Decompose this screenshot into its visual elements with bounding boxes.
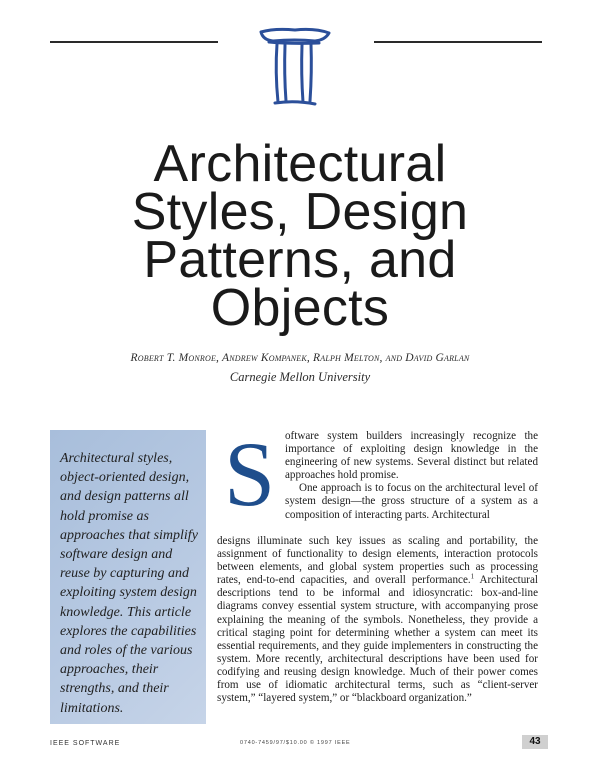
affiliation: Carnegie Mellon University	[229, 370, 371, 384]
greek-column-icon	[255, 24, 333, 108]
header-rule-left	[50, 41, 218, 43]
title-line-4: Objects	[210, 279, 390, 337]
journal-name: IEEE SOFTWARE	[50, 740, 121, 747]
title-line-1: Architectural	[153, 135, 447, 193]
page-number: 43	[522, 735, 548, 749]
body-column-bottom	[217, 535, 538, 705]
paragraph-1: oftware system builders increasingly recognize the importance of exploiting design knowledge in the engineering of new systems. Several distinct but related approaches hold promise.	[285, 430, 538, 482]
abstract-text: Architectural styles, object-oriented design, and design patterns all hold promise as approaches that simplify software design and reuse by capturing and exploiting system design knowledge. This article explores the capabilities and roles of the various approaches, their strengths, and their limitations.	[60, 451, 198, 716]
body-column-top	[285, 430, 538, 522]
paragraph-2-continued	[217, 535, 538, 705]
paragraph-2-start: One approach is to focus on the architectural level of system design—the gross structure of a system as a composition of interacting parts. Architectural	[285, 482, 538, 521]
drop-cap: S	[224, 423, 276, 525]
title-line-3: Patterns, and	[143, 231, 457, 289]
footnote-reference[interactable]: 1	[470, 572, 475, 581]
title-line-2: Styles, Design	[131, 183, 469, 241]
paragraph-2-part-b: Architectural descriptions tend to be informal and idiosyncratic: box-and-line diagrams convey essential system structure, with accompanying prose explaining the meaning of the symbols. Nonetheless, they provide a critical staging point for determining whether a system can meet its essential requirements, and they guide implementers in constructing the system. More recently, architectural descriptions have been used for codifying and reusing design knowledge. Much of their power comes from use of idiomatic architectural terms, such as “client-server system,” “layered system,” or “blackboard organization.”	[217, 574, 538, 705]
copyright-code: 0740-7459/97/$10.00 © 1997 IEEE	[240, 740, 351, 746]
article-title	[60, 135, 540, 337]
author-list: Robert T. Monroe, Andrew Kompanek, Ralph Melton, and David Garlan	[130, 352, 470, 364]
paragraph-2-part-a: designs illuminate such key issues as scaling and portability, the assignment of functionality to design elements, interaction protocols between elements, and global system properties such as processing rates, end-to-end capacities, and overall performance.	[217, 535, 538, 587]
header-rule-right	[374, 41, 542, 43]
